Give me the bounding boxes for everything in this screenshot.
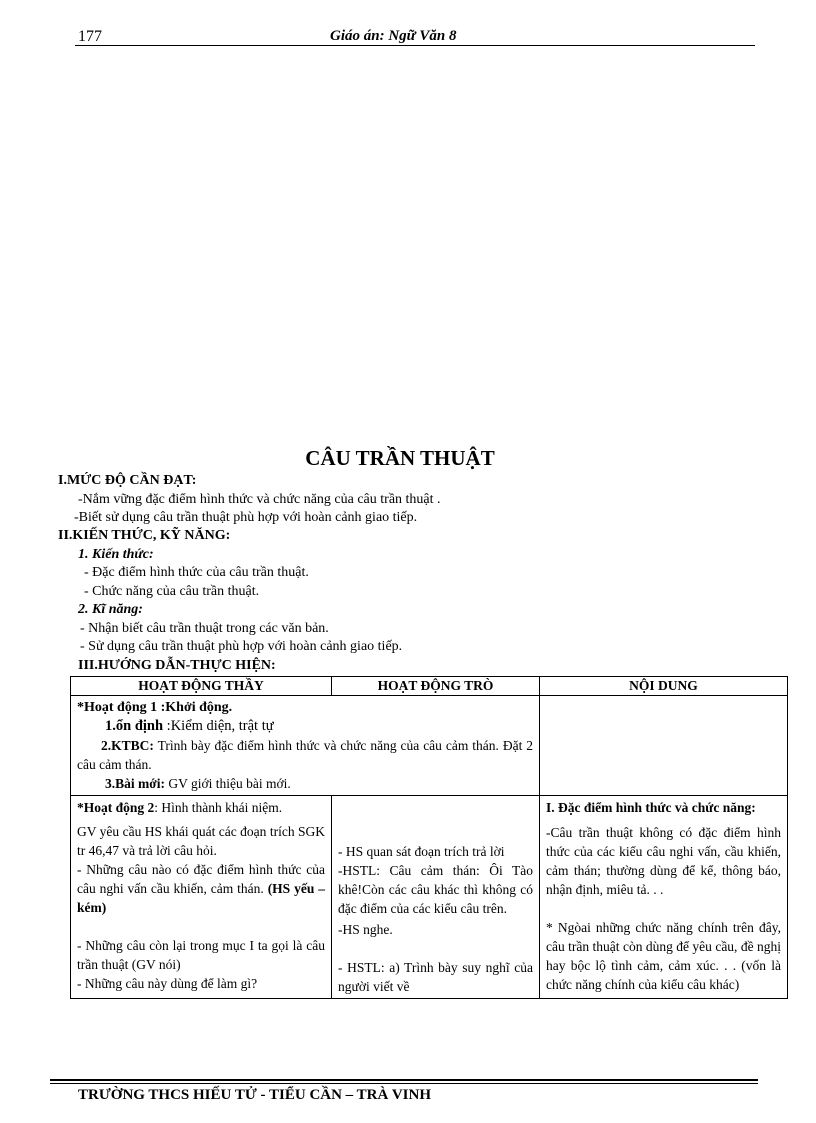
footer-rule-thin [50,1083,758,1084]
teacher-paragraph-4: - Những câu này dùng để làm gì? [77,976,258,991]
skills-line-1: - Nhận biết câu trần thuật trong các văn bản. [80,621,329,636]
ktbc-label: 2.KTBC: [101,738,154,753]
warmup-content-cell [540,696,788,796]
student-paragraph-4: - HSTL: a) Trình bày suy nghĩ của người viết về [338,960,533,994]
skills-line-2: - Sử dụng câu trần thuật phù hợp với hoàn cảnh giao tiếp. [80,639,403,654]
school-footer: TRƯỜNG THCS HIẾU TỬ - TIỂU CẦN – TRÀ VINH [78,1087,431,1103]
lesson-title: CÂU TRẦN THUẬT [305,446,495,470]
content-paragraph-1: -Câu trần thuật không có đặc điểm hình thức của các kiểu câu nghi vấn, cầu khiến, cảm thán; thường dùng để kể, thông báo, nhận định, miêu tả. . . [546,825,781,897]
activity-table [70,676,788,999]
baimoi-line [77,774,533,793]
activity-2-label: *Hoạt động 2 [77,800,155,815]
activity-2-heading [77,798,325,817]
header-content: NỘI DUNG [540,677,788,696]
section-2-heading: II.KIẾN THỨC, KỸ NĂNG: [58,528,231,543]
ktbc-text: Trình bày đặc điểm hình thức và chức năng của câu cảm thán. Đặt 2 câu cảm thán. [77,738,533,772]
teacher-cell [71,796,332,999]
footer-rule-thick [50,1079,758,1081]
header-student-activity: HOẠT ĐỘNG TRÒ [332,677,540,696]
knowledge-line-1: - Đặc điểm hình thức của câu trần thuật. [84,565,309,580]
teacher-paragraph-2-text: - Những câu nào có đặc điểm hình thức của câu nghi vấn cầu khiến, cảm thán. [77,862,325,896]
teacher-paragraph-1: GV yêu cầu HS khái quát các đoạn trích SGK tr 46,47 và trả lời câu hỏi. [77,824,325,858]
student-paragraph-1: - HS quan sát đoạn trích trả lời [338,844,505,859]
page-number: 177 [78,28,102,45]
baimoi-label: 3.Bài mới: [105,776,165,791]
student-paragraph-3: -HS nghe. [338,922,393,937]
table-header-row [71,677,788,696]
header-teacher-activity: HOẠT ĐỘNG THẦY [71,677,332,696]
table-row [71,696,788,796]
student-paragraph-2: -HSTL: Câu cảm thán: Ôi Tào khê!Còn các câu khác thì không có đặc điểm của các kiểu câu trên. [338,863,533,916]
content-cell [540,796,788,999]
section-1-line-2: -Biết sử dụng câu trần thuật phù hợp với hoàn cảnh giao tiếp. [74,510,418,525]
document-header-title: Giáo án: Ngữ Văn 8 [330,28,457,44]
warmup-cell [71,696,540,796]
header-rule [75,45,755,46]
knowledge-line-2: - Chức năng của câu trần thuật. [84,584,260,599]
content-paragraph-2: * Ngòai những chức năng chính trên đây, câu trần thuật còn dùng để yêu cầu, đề nghị hay bộc lộ tình cảm, cảm xúc. . . (vốn là chức năng chính của kiểu câu khác) [546,920,781,992]
teacher-paragraph-2-note: (HS yếu –kém) [77,881,325,915]
ondinh-text: :Kiểm diện, trật tự [163,718,274,734]
ondinh-line [77,717,533,736]
teacher-paragraph-3: - Những câu còn lại trong mục I ta gọi là câu trần thuật (GV nói) [77,938,325,972]
baimoi-text: GV giới thiệu bài mới. [164,776,291,791]
section-1-line-1: -Nắm vững đặc điểm hình thức và chức năng của câu trần thuật . [78,492,441,507]
ktbc-paragraph [77,736,533,774]
student-cell [332,796,540,999]
activity-1-heading: *Hoạt động 1 :Khởi động. [77,700,233,715]
ondinh-label: 1.ổn định [105,718,164,734]
section-2-subheading-skills: 2. Kĩ năng: [78,602,143,617]
section-1-heading: I.MỨC ĐỘ CẦN ĐẠT: [58,473,197,488]
section-2-subheading-knowledge: 1. Kiến thức: [78,547,154,562]
section-3-heading: III.HƯỚNG DẪN-THỰC HIỆN: [78,658,276,673]
content-heading: I. Đặc điểm hình thức và chức năng: [546,800,756,815]
table-row [71,796,788,999]
activity-2-text: : Hình thành khái niệm. [154,800,283,815]
teacher-paragraph-2 [77,860,325,917]
